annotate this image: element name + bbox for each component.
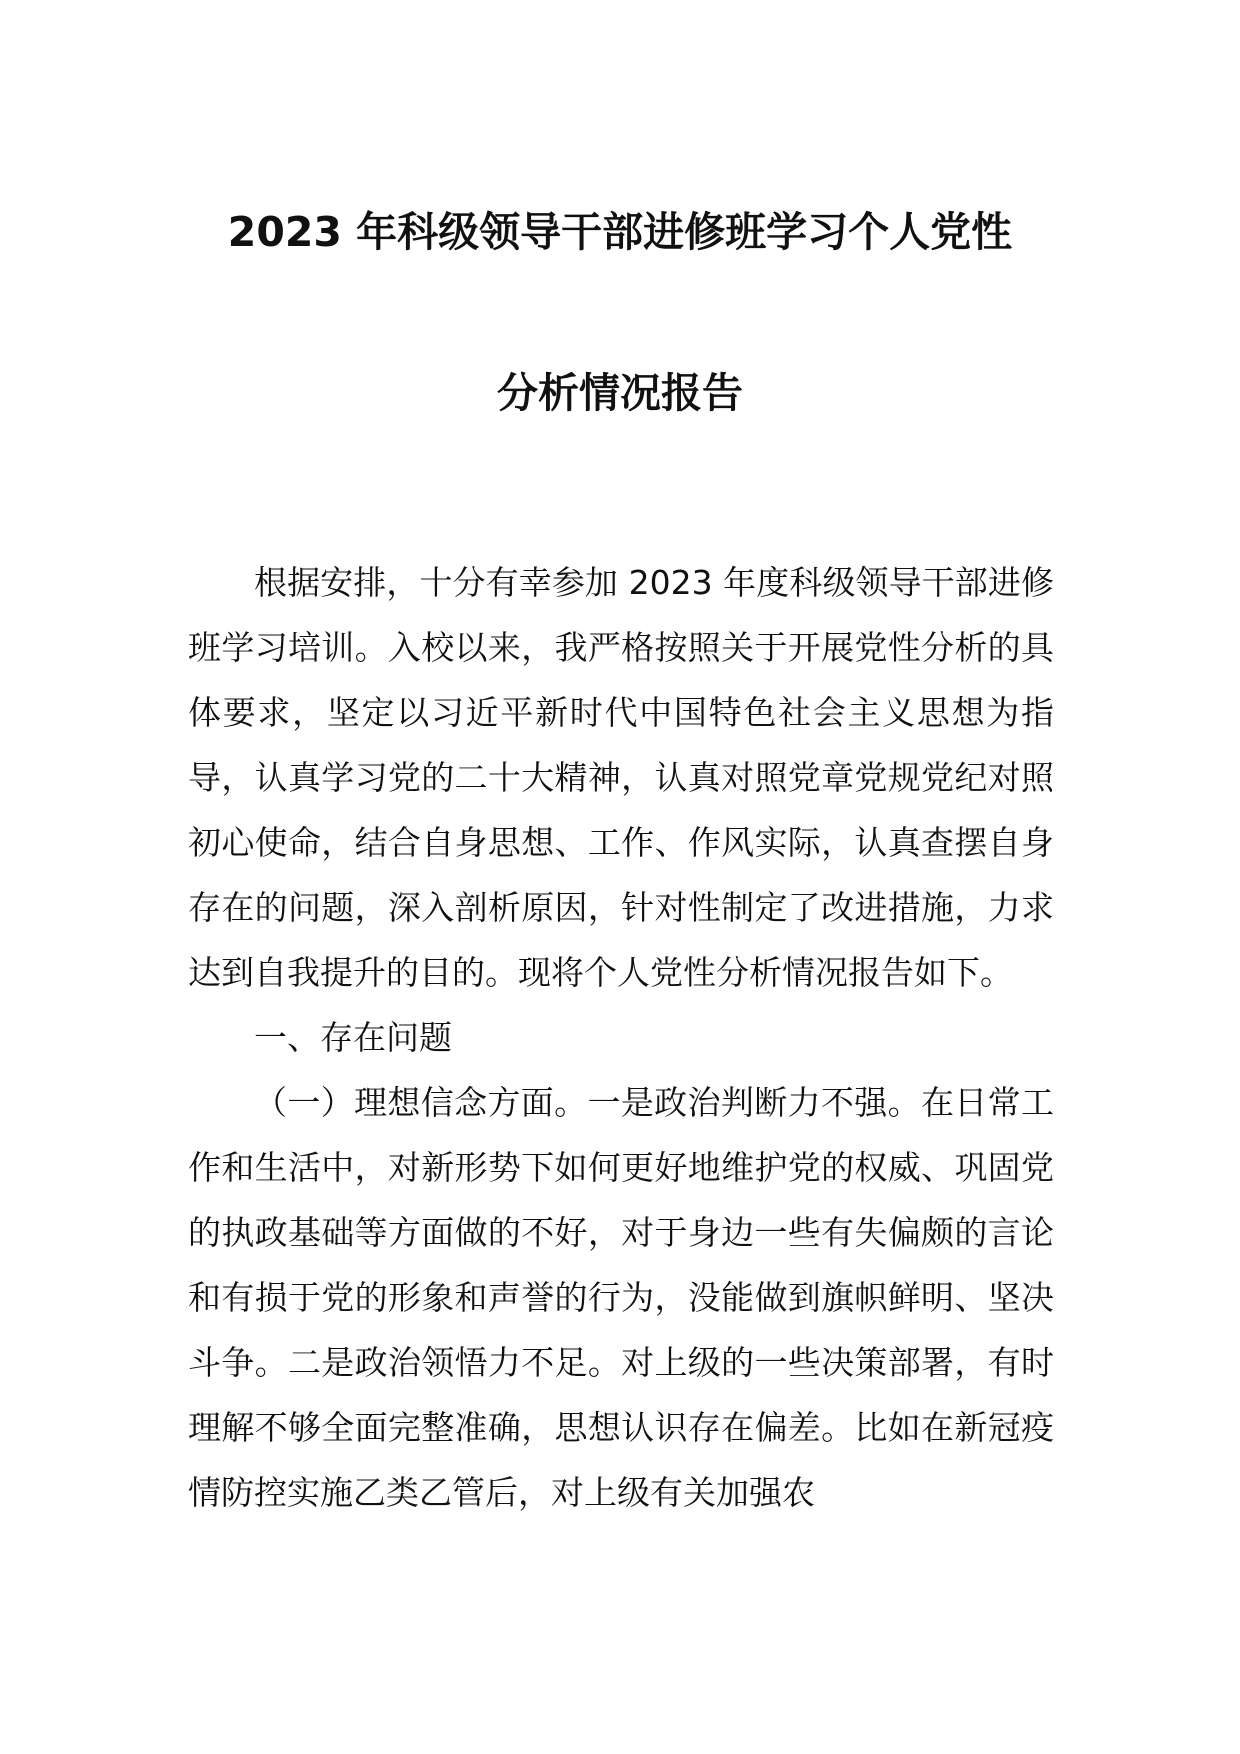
paragraph-ideals-beliefs: （一）理想信念方面。一是政治判断力不强。在日常工作和生活中，对新形势下如何更好地维护党的权威、巩固党的执政基础等方面做的不好，对于身边一些有失偏颇的言论和有损于党的形象和声誉的行为，没能做到旗帜鲜明、坚决斗争。二是政治领悟力不足。对上级的一些决策部署，有时理解不够全面完整准确，思想认识存在偏差。比如在新冠疫情防控实施乙类乙管后，对上级有关加强农 xyxy=(188,1083,1054,1512)
section-heading-problems: 一、存在问题 xyxy=(254,1018,452,1057)
document-title-line-2: 分析情况报告 xyxy=(497,369,743,417)
document-title-line-1: 2023 年科级领导干部进修班学习个人党性 xyxy=(227,208,1013,256)
document-body xyxy=(188,550,1054,1525)
paragraph-intro: 根据安排，十分有幸参加 2023 年度科级领导干部进修班学习培训。入校以来，我严格按照关于开展党性分析的具体要求，坚定以习近平新时代中国特色社会主义思想为指导，认真学习党的二十大精神，认真对照党章党规党纪对照初心使命，结合自身思想、工作、作风实际，认真查摆自身存在的问题，深入剖析原因，针对性制定了改进措施，力求达到自我提升的目的。现将个人党性分析情况报告如下。 xyxy=(188,563,1054,992)
